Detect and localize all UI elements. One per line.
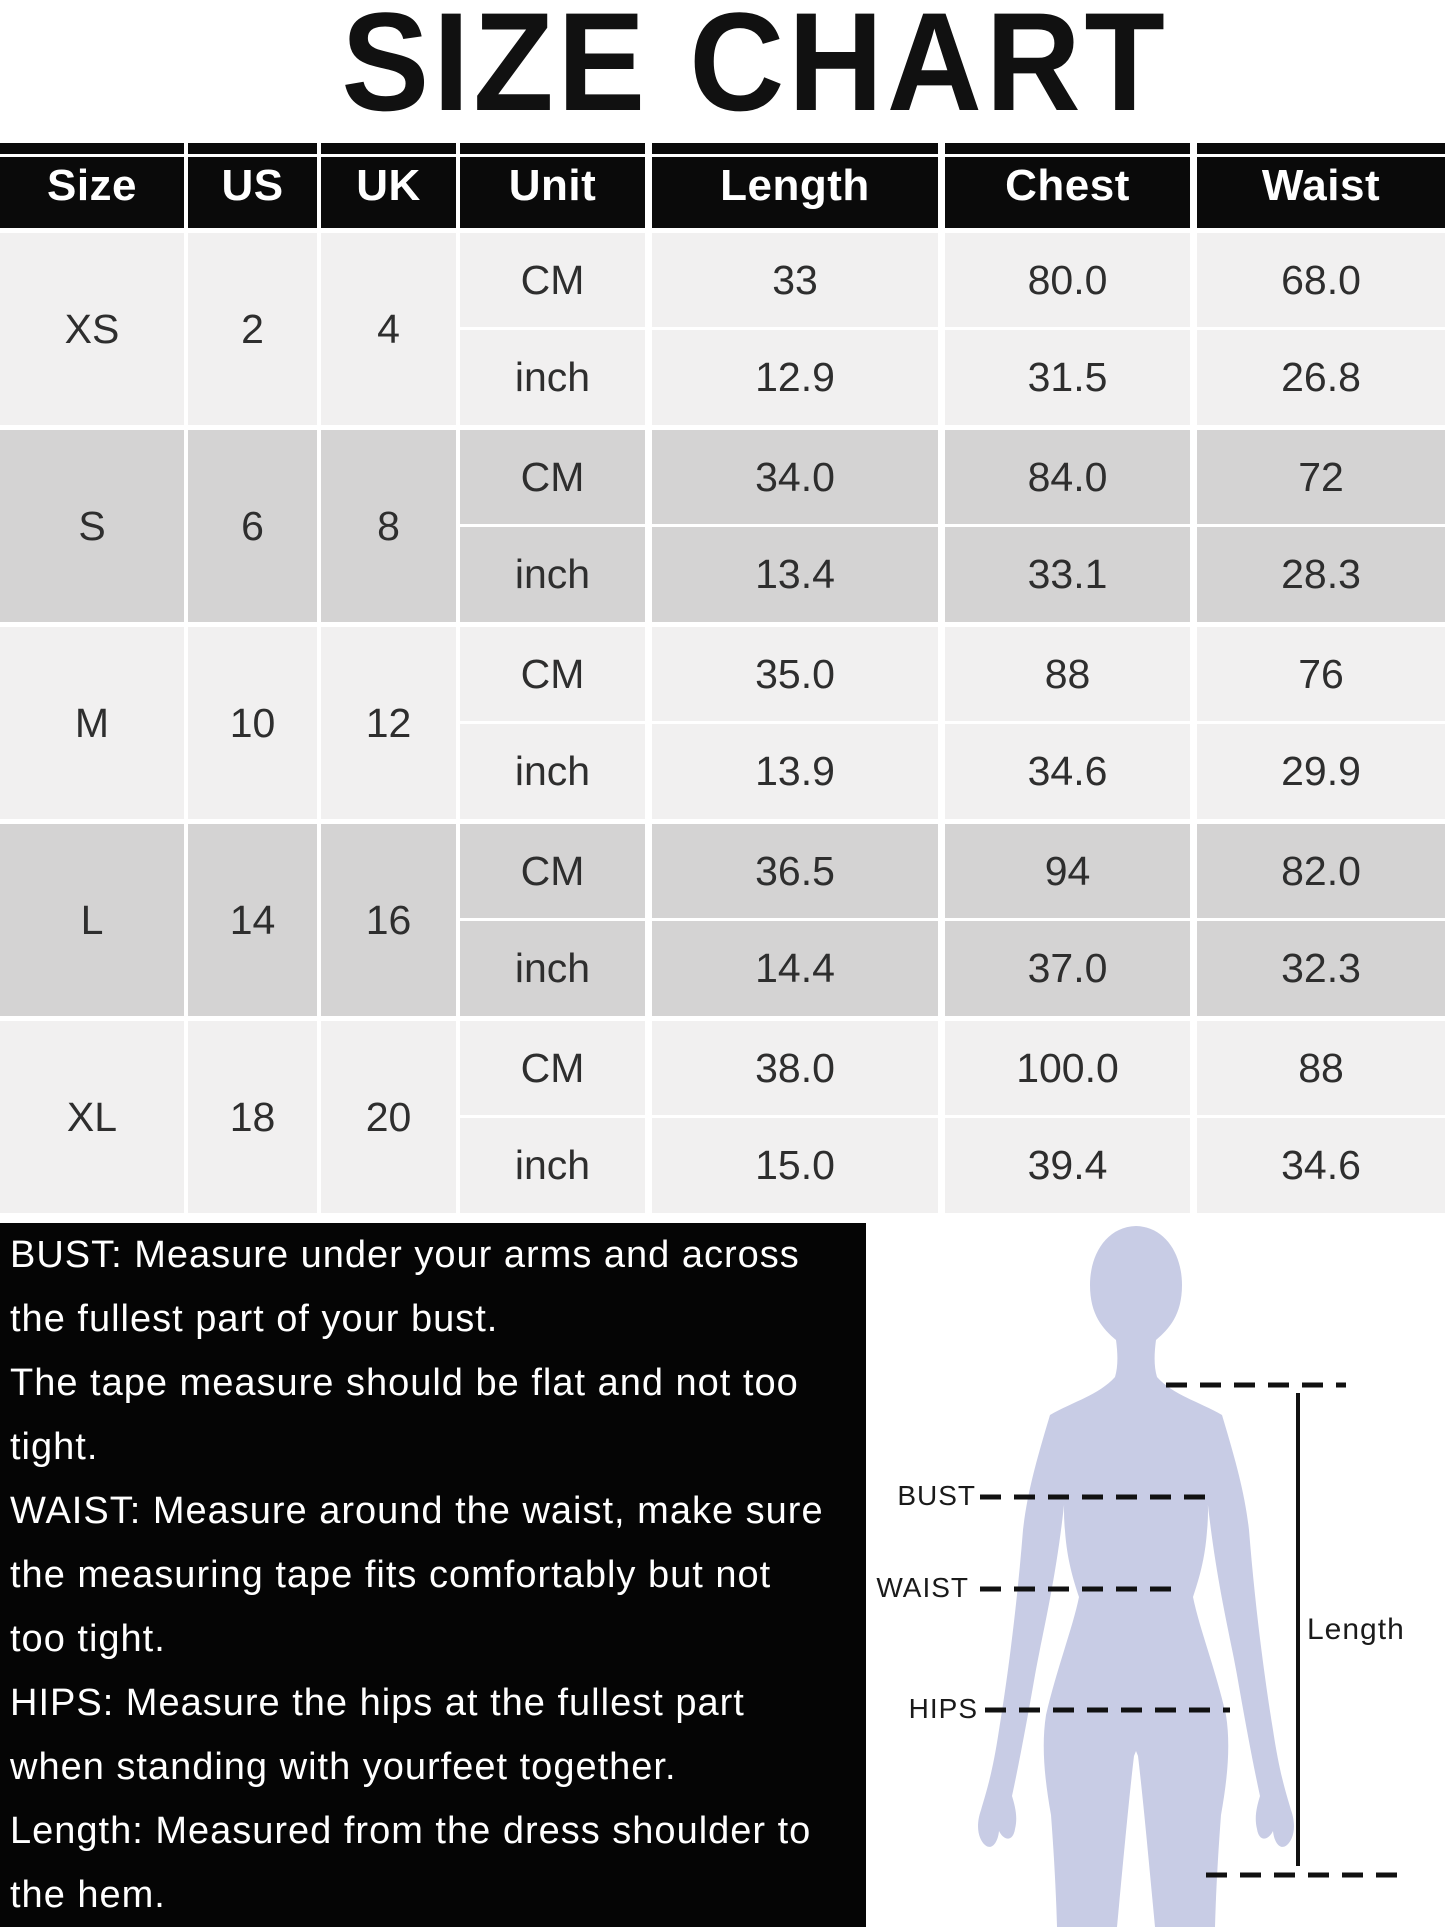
instruction-line: the hem. — [10, 1874, 166, 1916]
hips-label: HIPS — [908, 1693, 978, 1724]
length-cell: 12.9 — [652, 330, 938, 425]
table-row-xl-cm — [460, 1021, 1445, 1115]
size-block-s-merged — [0, 430, 460, 622]
uk-cell: 20 — [321, 1021, 456, 1213]
column-header-size: Size — [0, 143, 184, 228]
us-cell: 10 — [188, 627, 317, 819]
length-cell: 36.5 — [652, 824, 938, 918]
chest-cell: 37.0 — [945, 921, 1190, 1016]
size-cell: M — [0, 627, 184, 819]
waist-cell: 68.0 — [1197, 233, 1445, 327]
column-header-waist: Waist — [1197, 143, 1445, 228]
table-header-row — [0, 143, 1445, 228]
table-row-m-cm — [460, 627, 1445, 721]
instruction-line: BUST: Measure under your arms and across — [10, 1234, 800, 1276]
unit-cell: CM — [460, 430, 645, 524]
size-block-l-merged — [0, 824, 460, 1016]
instruction-line: the fullest part of your bust. — [10, 1298, 499, 1340]
size-cell: S — [0, 430, 184, 622]
column-header-us: US — [188, 143, 317, 228]
unit-cell: inch — [460, 921, 645, 1016]
measurement-figure — [866, 1223, 1445, 1927]
instruction-line: Length: Measured from the dress shoulder to — [10, 1810, 812, 1852]
female-body-silhouette — [978, 1226, 1294, 1927]
us-cell: 18 — [188, 1021, 317, 1213]
length-cell: 38.0 — [652, 1021, 938, 1115]
chest-cell: 80.0 — [945, 233, 1190, 327]
instruction-line: too tight. — [10, 1618, 166, 1660]
uk-cell: 12 — [321, 627, 456, 819]
uk-cell: 16 — [321, 824, 456, 1016]
column-header-uk: UK — [321, 143, 456, 228]
unit-cell: inch — [460, 724, 645, 819]
size-cell: L — [0, 824, 184, 1016]
length-cell: 35.0 — [652, 627, 938, 721]
waist-cell: 88 — [1197, 1021, 1445, 1115]
chest-cell: 94 — [945, 824, 1190, 918]
length-cell: 13.9 — [652, 724, 938, 819]
size-block-xl — [0, 1021, 1445, 1213]
size-block-l — [0, 824, 1445, 1016]
waist-cell: 72 — [1197, 430, 1445, 524]
table-row-l-cm — [460, 824, 1445, 918]
size-block-xl-merged — [0, 1021, 460, 1213]
instruction-line: tight. — [10, 1426, 99, 1468]
chest-cell: 31.5 — [945, 330, 1190, 425]
instruction-line: when standing with yourfeet together. — [10, 1746, 677, 1788]
column-header-chest: Chest — [945, 143, 1190, 228]
instruction-line: the measuring tape fits comfortably but not — [10, 1554, 772, 1596]
size-cell: XS — [0, 233, 184, 425]
length-cell: 34.0 — [652, 430, 938, 524]
length-cell: 13.4 — [652, 527, 938, 622]
chest-cell: 100.0 — [945, 1021, 1190, 1115]
unit-cell: CM — [460, 824, 645, 918]
size-cell: XL — [0, 1021, 184, 1213]
table-row-xs-inch — [460, 327, 1445, 425]
page-title: SIZE CHART — [341, 0, 1169, 140]
waist-label: WAIST — [876, 1572, 969, 1603]
uk-cell: 4 — [321, 233, 456, 425]
waist-cell: 34.6 — [1197, 1118, 1445, 1213]
size-block-s — [0, 430, 1445, 622]
chest-cell: 39.4 — [945, 1118, 1190, 1213]
bust-label: BUST — [897, 1480, 976, 1511]
chest-cell: 84.0 — [945, 430, 1190, 524]
table-row-s-inch — [460, 524, 1445, 622]
chest-cell: 33.1 — [945, 527, 1190, 622]
unit-cell: CM — [460, 233, 645, 327]
length-label: Length — [1307, 1613, 1405, 1646]
column-header-length: Length — [652, 143, 938, 228]
chest-cell: 34.6 — [945, 724, 1190, 819]
waist-cell: 29.9 — [1197, 724, 1445, 819]
length-cell: 15.0 — [652, 1118, 938, 1213]
instruction-line: HIPS: Measure the hips at the fullest part — [10, 1682, 745, 1724]
unit-cell: CM — [460, 1021, 645, 1115]
column-header-unit: Unit — [460, 143, 645, 228]
size-table — [0, 143, 1445, 1218]
us-cell: 2 — [188, 233, 317, 425]
us-cell: 14 — [188, 824, 317, 1016]
unit-cell: CM — [460, 627, 645, 721]
size-block-m — [0, 627, 1445, 819]
table-row-xs-cm — [460, 233, 1445, 327]
unit-cell: inch — [460, 527, 645, 622]
table-row-s-cm — [460, 430, 1445, 524]
waist-cell: 32.3 — [1197, 921, 1445, 1016]
table-row-m-inch — [460, 721, 1445, 819]
table-row-l-inch — [460, 918, 1445, 1016]
waist-cell: 26.8 — [1197, 330, 1445, 425]
measurement-instructions — [0, 1223, 866, 1927]
length-cell: 14.4 — [652, 921, 938, 1016]
waist-cell: 28.3 — [1197, 527, 1445, 622]
unit-cell: inch — [460, 330, 645, 425]
instruction-line: WAIST: Measure around the waist, make sure — [10, 1490, 824, 1532]
uk-cell: 8 — [321, 430, 456, 622]
us-cell: 6 — [188, 430, 317, 622]
chest-cell: 88 — [945, 627, 1190, 721]
size-block-xs-merged — [0, 233, 460, 425]
waist-cell: 82.0 — [1197, 824, 1445, 918]
size-block-m-merged — [0, 627, 460, 819]
instruction-line: The tape measure should be flat and not too — [10, 1362, 799, 1404]
waist-cell: 76 — [1197, 627, 1445, 721]
size-block-xs — [0, 233, 1445, 425]
length-cell: 33 — [652, 233, 938, 327]
table-row-xl-inch — [460, 1115, 1445, 1213]
unit-cell: inch — [460, 1118, 645, 1213]
